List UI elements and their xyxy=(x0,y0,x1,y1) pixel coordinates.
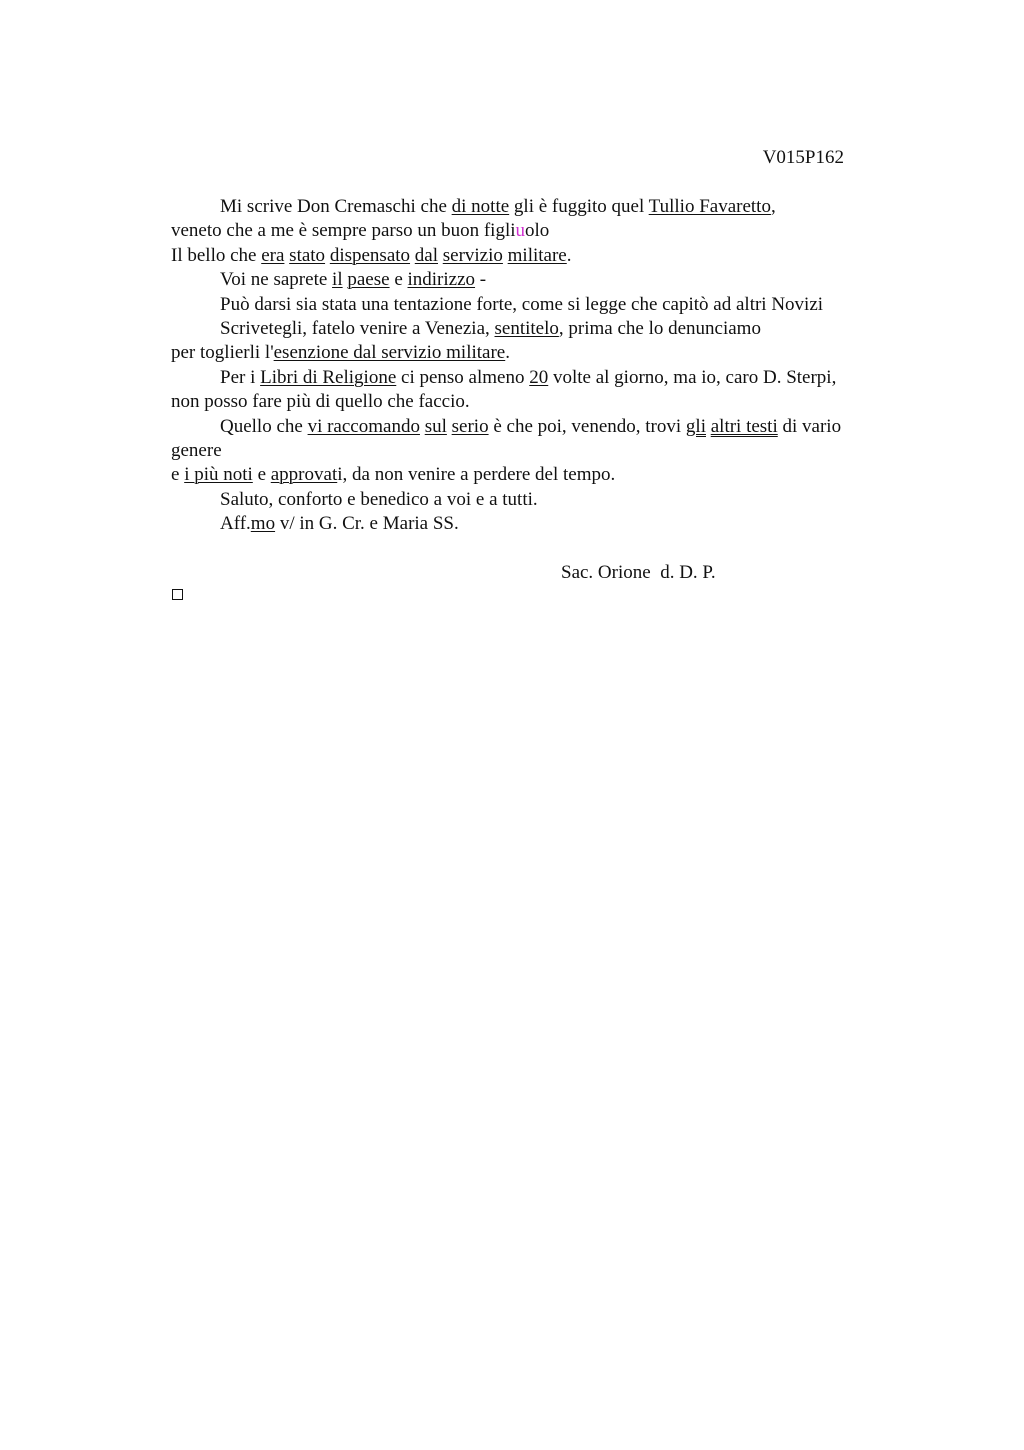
underlined-phrase: di notte xyxy=(451,196,510,217)
underlined-word: era xyxy=(261,244,285,266)
blank-line xyxy=(171,537,911,561)
underlined-number: 20 xyxy=(529,366,549,388)
double-underlined-phrase: altri testi xyxy=(710,415,778,437)
underlined-name: Tullio Favaretto xyxy=(648,196,771,217)
underlined-word: dispensato xyxy=(329,244,411,266)
letter-line: Il bello che era stato dispensato dal servizio militare. xyxy=(171,244,572,266)
letter-line: Saluto, conforto e benedico a voi e a tutti. xyxy=(220,488,538,510)
underlined-word: sul xyxy=(424,415,447,437)
letter-line: Quello che vi raccomando sul serio è che poi, venendo, trovi gli altri testi di vario xyxy=(220,415,842,437)
underlined-word: indirizzo xyxy=(407,269,476,291)
underlined-phrase: Libri di Religione xyxy=(260,366,397,388)
underlined-word: servizio xyxy=(442,244,503,266)
highlighted-letter: u xyxy=(515,220,526,242)
letter-line: per toglierli l'esenzione dal servizio militare. xyxy=(171,342,510,364)
underlined-phrase: vi raccomando xyxy=(307,415,420,437)
document-reference-code: V015P162 xyxy=(762,147,844,168)
underlined-word: il xyxy=(332,269,343,291)
letter-line: genere xyxy=(171,440,222,462)
underlined-abbreviation: mo xyxy=(250,513,276,535)
letter-line: Mi scrive Don Cremaschi che di notte gli è fuggito quel Tullio Favaretto, xyxy=(220,196,776,217)
underlined-word: paese xyxy=(347,269,390,291)
signature-line: Sac. Orione d. D. P. xyxy=(561,562,716,584)
underlined-word: stato xyxy=(289,244,326,266)
underlined-word: militare xyxy=(507,244,567,266)
underlined-word: serio xyxy=(451,415,489,437)
letter-body xyxy=(171,195,911,585)
underlined-phrase: i più noti xyxy=(184,464,253,486)
letter-line: e i più noti e approvati, da non venire a perdere del tempo. xyxy=(171,464,616,486)
underlined-word: sentitelo xyxy=(494,318,559,340)
underlined-phrase: esenzione dal servizio militare xyxy=(273,342,506,364)
underlined-word: approvat xyxy=(270,464,338,486)
underlined-word: dal xyxy=(414,244,438,266)
letter-line: veneto che a me è sempre parso un buon figliuolo xyxy=(171,220,550,242)
double-underlined-word: gli xyxy=(685,415,706,437)
letter-line: Scrivetegli, fatelo venire a Venezia, sentitelo, prima che lo denunciamo xyxy=(220,318,761,340)
letter-line: Per i Libri di Religione ci penso almeno 20 volte al giorno, ma io, caro D. Sterpi, xyxy=(220,366,837,388)
letter-line: Voi ne saprete il paese e indirizzo - xyxy=(220,269,487,291)
letter-line: non posso fare più di quello che faccio. xyxy=(171,391,470,413)
letter-line: Può darsi sia stata una tentazione forte, come si legge che capitò ad altri Novizi xyxy=(220,293,824,315)
closing-line: Aff.mo v/ in G. Cr. e Maria SS. xyxy=(220,513,459,535)
checkbox-square-icon xyxy=(172,589,183,600)
